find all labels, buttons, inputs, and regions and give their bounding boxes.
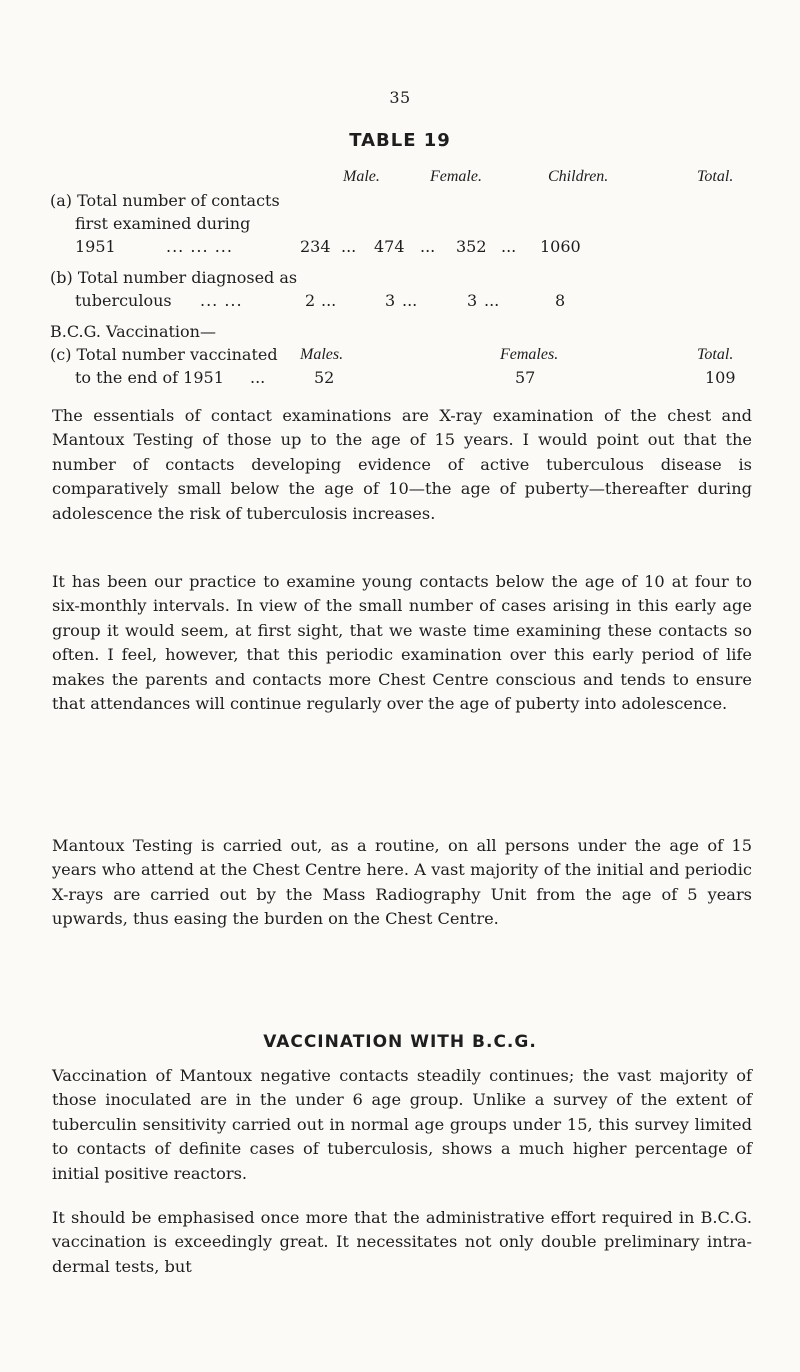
row-a-children: 352	[456, 237, 487, 256]
table-title: TABLE 19	[349, 130, 451, 151]
row-a-dots-2: ...	[420, 237, 436, 256]
bcg-heading: B.C.G. Vaccination—	[50, 322, 216, 341]
row-c-total: 109	[705, 368, 736, 387]
header-males: Males.	[300, 346, 344, 363]
row-a-total: 1060	[540, 237, 581, 256]
row-a-label-3: 1951	[75, 237, 116, 256]
row-a-male: 234	[300, 237, 331, 256]
header-female: Female.	[430, 168, 482, 185]
row-c-females: 57	[515, 368, 536, 387]
row-b-leader: ... ...	[200, 291, 243, 310]
row-b-female: 3	[385, 291, 396, 310]
header-male: Male.	[343, 168, 380, 185]
paragraph-vaccination: Vaccination of Mantoux negative contacts steadily continues; the vast majority of those inoculated are in the under 6 age group. Unlike a survey of the extent of tuberculin sensitivity carried out in normal age groups under 15, this survey limited to contacts of definite cases of tuberculosis, shows a much higher percentage of initial positive reactors.	[52, 1066, 752, 1183]
header-females: Females.	[500, 346, 559, 363]
header-total-c: Total.	[697, 346, 734, 363]
row-b-dots-2: ...	[402, 291, 418, 310]
paragraph-administrative-effort: It should be emphasised once more that the administrative effort required in B.C.G. vaccination is exceedingly great. It necessitates not only double preliminary intra-dermal tests, but	[52, 1208, 752, 1276]
row-b-dots-3: ...	[484, 291, 500, 310]
row-b-label-1: (b) Total number diagnosed as	[50, 268, 298, 287]
row-a-female: 474	[374, 237, 405, 256]
row-a-dots-1: ...	[341, 237, 357, 256]
paragraph-contact-examinations: The essentials of contact examinations are X-ray examination of the chest and Mantoux Testing of those up to the age of 15 years. I would point out that the number of contacts developing evidence of active tuberculous disease is comparatively small below the age of 10—the age of puberty—thereafter during adolescence the risk of tuberculosis increases.	[52, 406, 752, 523]
page-number: 35	[389, 88, 411, 107]
row-a-label-1: (a) Total number of contacts	[50, 191, 280, 210]
row-b-total: 8	[555, 291, 566, 310]
row-a-label-2: first examined during	[75, 214, 251, 233]
row-c-leader: ...	[250, 368, 266, 387]
row-c-label-2: to the end of 1951	[75, 368, 224, 387]
row-b-male: 2	[305, 291, 316, 310]
header-children: Children.	[548, 168, 609, 185]
paragraph-mantoux-testing: Mantoux Testing is carried out, as a routine, on all persons under the age of 15 years who attend at the Chest Centre here. A vast majority of the initial and periodic X-rays are carried out by the Mass Radiography Unit from the age of 5 years upwards, thus easing the burden on the Chest Centre.	[52, 836, 752, 929]
row-a-dots-3: ...	[501, 237, 517, 256]
section-heading-bcg: VACCINATION WITH B.C.G.	[263, 1032, 537, 1052]
row-c-label-1: (c) Total number vaccinated	[50, 345, 278, 364]
row-c-males: 52	[314, 368, 335, 387]
header-total: Total.	[697, 168, 734, 185]
row-b-dots-1: ...	[321, 291, 337, 310]
row-b-children: 3	[467, 291, 478, 310]
row-a-leader: ... ... ...	[166, 237, 233, 256]
paragraph-young-contacts: It has been our practice to examine young contacts below the age of 10 at four to six-monthly intervals. In view of the small number of cases arising in this early age group it would seem, at first sight, that we waste time examining these contacts so often. I feel, however, that this periodic examination over this early period of life makes the parents and contacts more Chest Centre conscious and tends to ensure that attendances will continue regularly over the age of puberty into adolescence.	[52, 572, 752, 714]
row-b-label-2: tuberculous	[75, 291, 172, 310]
